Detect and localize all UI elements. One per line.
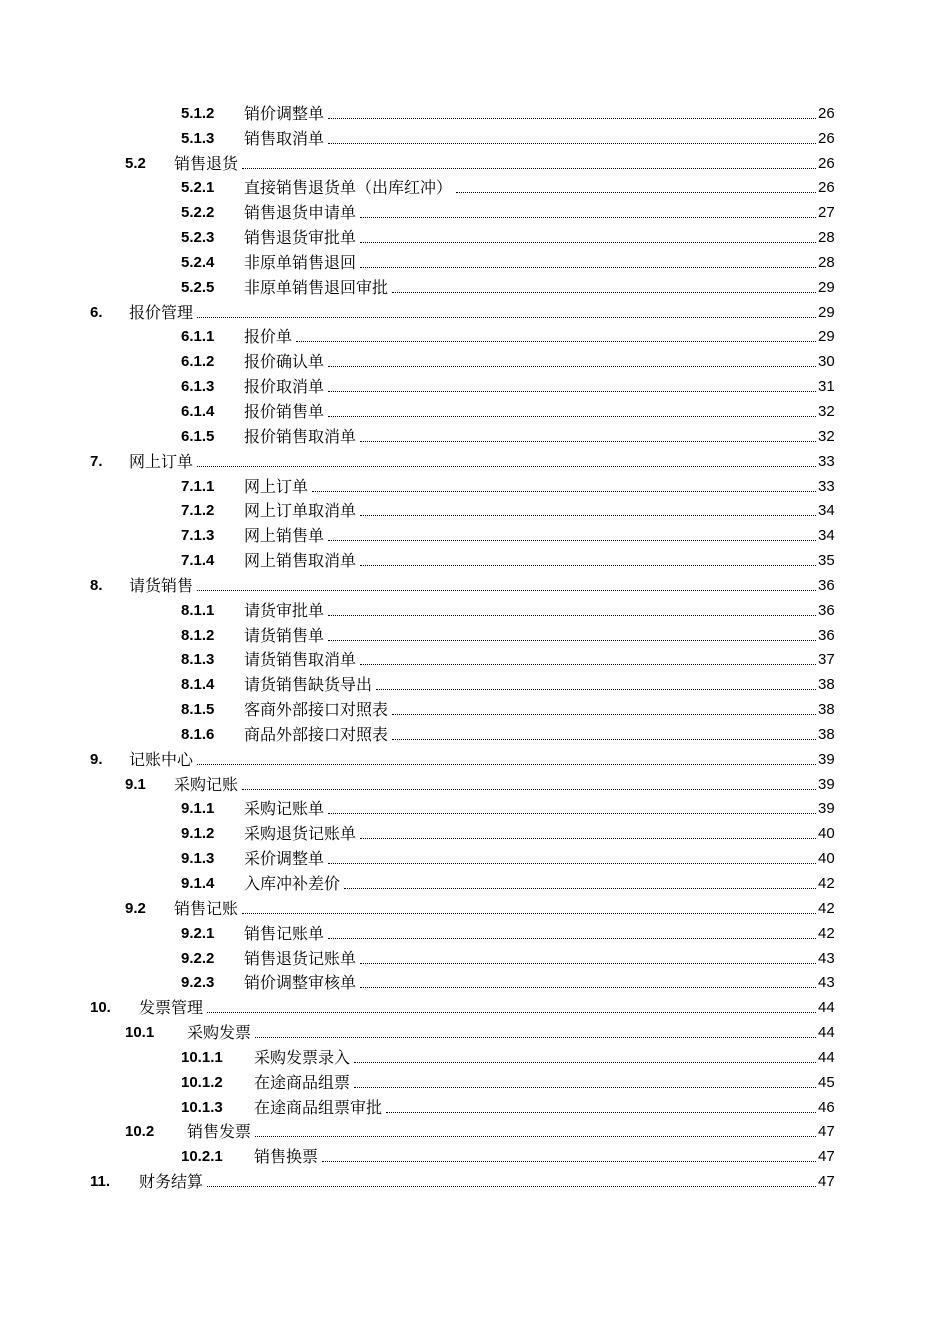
- toc-entry[interactable]: [0, 248, 950, 273]
- toc-entry-page-number: 38: [818, 676, 835, 694]
- dot-leader: [360, 440, 816, 442]
- toc-entry-number: 7.: [90, 452, 103, 470]
- toc-entry-number: 11.: [90, 1173, 111, 1191]
- toc-entry-number: 10.1.3: [181, 1098, 223, 1116]
- toc-entry-number: 10.2.1: [181, 1148, 223, 1166]
- toc-entry-number: 6.1.3: [181, 378, 215, 396]
- toc-entry-title: 报价管理: [129, 302, 194, 322]
- toc-entry-page-number: 39: [818, 800, 835, 818]
- toc-entry-page-number: 26: [818, 154, 835, 172]
- toc-entry-title: 在途商品组票审批: [254, 1097, 383, 1117]
- toc-entry-number: 7.1.3: [181, 527, 215, 545]
- toc-entry-number: 10.: [90, 999, 111, 1017]
- toc-entry-number: 9.: [90, 750, 103, 768]
- toc-entry-page-number: 44: [818, 1048, 835, 1066]
- toc-entry-title: 销售取消单: [244, 128, 325, 148]
- toc-entry-page-number: 34: [818, 502, 835, 520]
- toc-entry[interactable]: [0, 546, 950, 571]
- toc-entry[interactable]: [0, 894, 950, 919]
- dot-leader: [456, 191, 816, 193]
- toc-entry-page-number: 26: [818, 129, 835, 147]
- toc-entry-number: 6.: [90, 303, 103, 321]
- toc-entry-page-number: 33: [818, 477, 835, 495]
- toc-entry-title: 直接销售退货单（出库红冲）: [244, 178, 453, 198]
- toc-entry-number: 8.1.2: [181, 626, 215, 644]
- toc-entry-page-number: 33: [818, 452, 835, 470]
- dot-leader: [360, 266, 816, 268]
- dot-leader: [242, 788, 816, 790]
- dot-leader: [360, 986, 816, 988]
- toc-entry[interactable]: [0, 174, 950, 199]
- toc-entry[interactable]: [0, 1043, 950, 1068]
- toc-entry-number: 7.1.2: [181, 502, 215, 520]
- toc-entry-page-number: 40: [818, 825, 835, 843]
- toc-entry-title: 财务结算: [139, 1172, 204, 1192]
- toc-entry-title: 报价销售单: [244, 401, 325, 421]
- toc-entry-title: 采购发票录入: [254, 1047, 351, 1067]
- dot-leader: [360, 663, 816, 665]
- toc-entry-title: 发票管理: [139, 998, 204, 1018]
- toc-entry-number: 5.2.1: [181, 179, 215, 197]
- toc-entry-page-number: 42: [818, 924, 835, 942]
- toc-entry-page-number: 29: [818, 328, 835, 346]
- toc-entry-number: 9.2.1: [181, 924, 215, 942]
- dot-leader: [328, 539, 816, 541]
- dot-leader: [242, 912, 816, 914]
- dot-leader: [360, 564, 816, 566]
- toc-entry-number: 5.1.2: [181, 104, 215, 122]
- dot-leader: [322, 1160, 816, 1162]
- toc-entry-number: 9.1.3: [181, 850, 215, 868]
- toc-entry-number: 8.1.3: [181, 651, 215, 669]
- toc-entry[interactable]: [0, 745, 950, 770]
- toc-entry[interactable]: [0, 372, 950, 397]
- toc-entry-number: 8.1.5: [181, 701, 215, 719]
- dot-leader: [354, 1086, 816, 1088]
- toc-entry[interactable]: [0, 273, 950, 298]
- toc-entry-number: 8.1.4: [181, 676, 215, 694]
- dot-leader: [242, 167, 816, 169]
- toc-entry[interactable]: [0, 969, 950, 994]
- toc-entry-page-number: 28: [818, 253, 835, 271]
- toc-entry-number: 5.2.2: [181, 204, 215, 222]
- dot-leader: [354, 1061, 816, 1063]
- toc-entry[interactable]: [0, 1142, 950, 1167]
- toc-entry-number: 9.2: [125, 899, 146, 917]
- toc-entry-title: 销售记账单: [244, 923, 325, 943]
- toc-entry-title: 销售换票: [254, 1147, 319, 1167]
- toc-entry[interactable]: [0, 198, 950, 223]
- toc-entry-number: 5.2.3: [181, 229, 215, 247]
- toc-entry-title: 销售退货申请单: [244, 203, 357, 223]
- toc-entry-page-number: 37: [818, 651, 835, 669]
- dot-leader: [360, 241, 816, 243]
- toc-entry[interactable]: [0, 323, 950, 348]
- toc-entry-title: 请货销售取消单: [244, 650, 357, 670]
- toc-entry-page-number: 46: [818, 1098, 835, 1116]
- toc-entry[interactable]: [0, 869, 950, 894]
- toc-entry-number: 9.2.3: [181, 974, 215, 992]
- toc-entry[interactable]: [0, 993, 950, 1018]
- toc-entry-page-number: 29: [818, 278, 835, 296]
- toc-entry[interactable]: [0, 497, 950, 522]
- toc-entry-title: 商品外部接口对照表: [244, 724, 389, 744]
- toc-entry-number: 9.1: [125, 775, 146, 793]
- dot-leader: [328, 862, 816, 864]
- toc-entry-page-number: 32: [818, 427, 835, 445]
- toc-entry[interactable]: [0, 670, 950, 695]
- toc-entry-page-number: 38: [818, 701, 835, 719]
- toc-entry-page-number: 27: [818, 204, 835, 222]
- toc-entry-page-number: 29: [818, 303, 835, 321]
- dot-leader: [328, 614, 816, 616]
- toc-entry-page-number: 26: [818, 104, 835, 122]
- toc-entry-page-number: 47: [818, 1148, 835, 1166]
- toc-entry-page-number: 35: [818, 552, 835, 570]
- toc-entry-title: 销售退货审批单: [244, 228, 357, 248]
- toc-entry-title: 报价单: [244, 327, 293, 347]
- toc-entry-page-number: 44: [818, 999, 835, 1017]
- toc-entry[interactable]: [0, 223, 950, 248]
- toc-entry[interactable]: [0, 621, 950, 646]
- toc-entry-number: 9.1.2: [181, 825, 215, 843]
- toc-entry[interactable]: [0, 1118, 950, 1143]
- toc-entry-number: 10.1.1: [181, 1048, 223, 1066]
- toc-entry-number: 9.2.2: [181, 949, 215, 967]
- toc-entry[interactable]: [0, 720, 950, 745]
- toc-entry-title: 采购记账: [174, 774, 239, 794]
- dot-leader: [197, 763, 816, 765]
- toc-entry[interactable]: [0, 347, 950, 372]
- toc-entry-title: 报价销售取消单: [244, 426, 357, 446]
- toc-entry-number: 6.1.5: [181, 427, 215, 445]
- toc-entry[interactable]: [0, 1093, 950, 1118]
- toc-entry-title: 入库冲补差价: [244, 874, 341, 893]
- toc-entry[interactable]: [0, 447, 950, 472]
- toc-entry-page-number: 32: [818, 402, 835, 420]
- dot-leader: [392, 291, 816, 293]
- toc-entry[interactable]: [0, 646, 950, 671]
- table-of-contents: [0, 99, 950, 1192]
- toc-entry-number: 8.1.6: [181, 725, 215, 743]
- toc-entry-title: 采价调整单: [244, 849, 325, 869]
- dot-leader: [296, 340, 816, 342]
- dot-leader: [328, 812, 816, 814]
- dot-leader: [328, 639, 816, 641]
- dot-leader: [255, 1036, 816, 1038]
- toc-entry-number: 6.1.1: [181, 328, 215, 346]
- toc-entry-number: 8.1.1: [181, 601, 215, 619]
- toc-entry-title: 销价调整单: [244, 103, 325, 123]
- toc-entry-title: 销售退货: [174, 153, 239, 173]
- toc-entry[interactable]: [0, 397, 950, 422]
- toc-entry[interactable]: [0, 844, 950, 869]
- dot-leader: [360, 514, 816, 516]
- toc-entry[interactable]: [0, 571, 950, 596]
- dot-leader: [392, 713, 816, 715]
- toc-entry[interactable]: [0, 919, 950, 944]
- dot-leader: [328, 142, 816, 144]
- toc-entry-page-number: 47: [818, 1123, 835, 1141]
- toc-entry-page-number: 43: [818, 949, 835, 967]
- dot-leader: [376, 688, 816, 690]
- dot-leader: [360, 962, 816, 964]
- toc-entry-page-number: 34: [818, 527, 835, 545]
- toc-entry-title: 请货审批单: [244, 600, 325, 620]
- dot-leader: [360, 216, 816, 218]
- toc-entry-page-number: 38: [818, 725, 835, 743]
- toc-entry-number: 9.1.1: [181, 800, 215, 818]
- toc-entry-page-number: 39: [818, 775, 835, 793]
- toc-entry-title: 非原单销售退回: [244, 252, 357, 272]
- dot-leader: [392, 738, 816, 740]
- toc-entry[interactable]: [0, 1068, 950, 1093]
- toc-entry-number: 6.1.2: [181, 353, 215, 371]
- dot-leader: [328, 415, 816, 417]
- toc-entry-number: 5.2: [125, 154, 146, 172]
- dot-leader: [328, 365, 816, 367]
- toc-entry-title: 网上销售取消单: [244, 551, 357, 571]
- toc-entry-number: 6.1.4: [181, 402, 215, 420]
- toc-entry[interactable]: [0, 149, 950, 174]
- dot-leader: [344, 887, 816, 889]
- toc-entry-page-number: 31: [818, 378, 835, 396]
- toc-entry-number: 9.1.4: [181, 875, 215, 892]
- toc-entry-number: 10.1: [125, 1024, 155, 1042]
- toc-entry-title: 请货销售单: [244, 625, 325, 645]
- toc-entry-title: 请货销售缺货导出: [244, 675, 373, 695]
- toc-entry-title: 记账中心: [129, 749, 194, 769]
- toc-entry-title: 销售发票: [187, 1122, 252, 1142]
- toc-entry-number: 7.1.4: [181, 552, 215, 570]
- toc-entry-title: 采购退货记账单: [244, 824, 357, 844]
- dot-leader: [328, 937, 816, 939]
- toc-entry-page-number: 42: [818, 875, 835, 892]
- toc-entry-page-number: 43: [818, 974, 835, 992]
- toc-entry[interactable]: [0, 521, 950, 546]
- toc-entry-page-number: 39: [818, 750, 835, 768]
- toc-entry-page-number: 47: [818, 1173, 835, 1191]
- toc-entry[interactable]: [0, 795, 950, 820]
- dot-leader: [386, 1111, 816, 1113]
- toc-entry-title: 销价调整审核单: [244, 973, 357, 993]
- toc-entry-title: 销售退货记账单: [244, 948, 357, 968]
- toc-entry[interactable]: [0, 124, 950, 149]
- toc-entry-title: 报价确认单: [244, 352, 325, 372]
- toc-entry[interactable]: [0, 99, 950, 124]
- toc-entry-number: 5.2.5: [181, 278, 215, 296]
- dot-leader: [255, 1135, 816, 1137]
- toc-entry[interactable]: [0, 422, 950, 447]
- toc-entry[interactable]: [0, 770, 950, 795]
- toc-entry-page-number: 42: [818, 899, 835, 917]
- toc-entry-title: 销售记账: [174, 898, 239, 918]
- toc-entry-title: 非原单销售退回审批: [244, 277, 389, 297]
- toc-entry[interactable]: [0, 1018, 950, 1043]
- toc-entry-title: 采购发票: [187, 1023, 252, 1043]
- toc-entry-page-number: 36: [818, 626, 835, 644]
- dot-leader: [328, 117, 816, 119]
- toc-entry-number: 10.1.2: [181, 1073, 223, 1091]
- toc-entry[interactable]: [0, 472, 950, 497]
- dot-leader: [360, 837, 816, 839]
- toc-entry-number: 8.: [90, 576, 103, 594]
- toc-entry-title: 网上订单: [129, 451, 194, 471]
- toc-entry-page-number: 26: [818, 179, 835, 197]
- toc-entry[interactable]: [0, 596, 950, 621]
- toc-entry-page-number: 45: [818, 1073, 835, 1091]
- toc-entry-title: 在途商品组票: [254, 1072, 351, 1092]
- toc-entry[interactable]: [0, 944, 950, 969]
- toc-entry[interactable]: [0, 819, 950, 844]
- toc-entry[interactable]: [0, 695, 950, 720]
- toc-entry-title: 请货销售: [129, 575, 194, 595]
- dot-leader: [197, 316, 816, 318]
- dot-leader: [312, 490, 816, 492]
- dot-leader: [207, 1011, 816, 1013]
- toc-entry-number: 7.1.1: [181, 477, 215, 495]
- dot-leader: [207, 1185, 816, 1187]
- toc-entry-page-number: 36: [818, 576, 835, 594]
- dot-leader: [197, 589, 816, 591]
- toc-entry[interactable]: [0, 1167, 950, 1192]
- toc-entry-title: 网上订单取消单: [244, 501, 357, 521]
- toc-entry-page-number: 36: [818, 601, 835, 619]
- toc-entry-number: 5.1.3: [181, 129, 215, 147]
- toc-entry-page-number: 40: [818, 850, 835, 868]
- toc-entry[interactable]: [0, 298, 950, 323]
- dot-leader: [197, 465, 816, 467]
- toc-entry-title: 网上订单: [244, 476, 309, 496]
- toc-entry-title: 报价取消单: [244, 377, 325, 397]
- dot-leader: [328, 390, 816, 392]
- toc-entry-title: 客商外部接口对照表: [244, 700, 389, 720]
- toc-entry-page-number: 44: [818, 1024, 835, 1042]
- toc-entry-page-number: 28: [818, 229, 835, 247]
- toc-entry-number: 5.2.4: [181, 253, 215, 271]
- toc-entry-title: 网上销售单: [244, 526, 325, 546]
- toc-entry-number: 10.2: [125, 1123, 155, 1141]
- toc-entry-page-number: 30: [818, 353, 835, 371]
- toc-entry-title: 采购记账单: [244, 799, 325, 819]
